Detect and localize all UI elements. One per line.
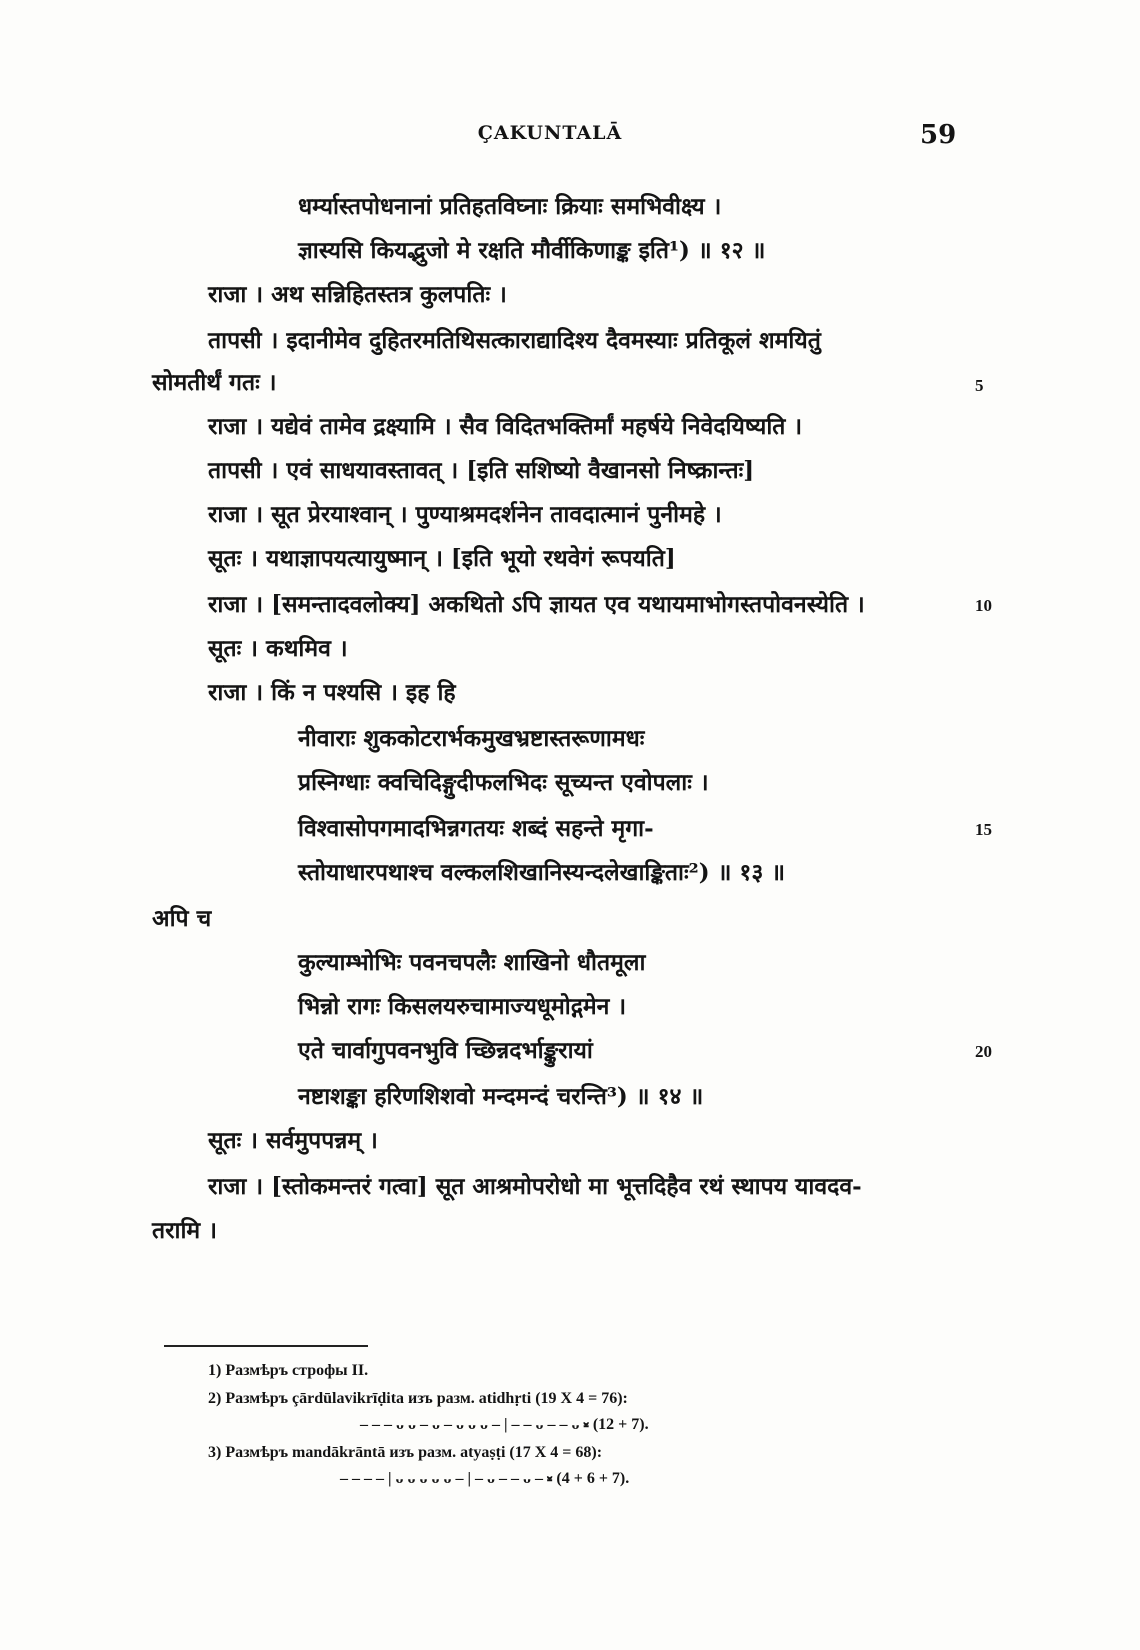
dialogue-line: राजा । किं न पश्यसि । इह हि [208, 679, 456, 706]
line-number: 5 [975, 376, 984, 395]
dialogue-line: सूतः । कथमिव । [208, 635, 348, 662]
running-title: ÇAKUNTALĀ [477, 122, 623, 144]
dialogue-line: सूतः । सर्वमुपपन्नम् । [208, 1127, 378, 1154]
verse-line: भिन्नो रागः किसलयरुचामाज्यधूमोद्गमेन । [298, 993, 627, 1020]
line-number: 15 [975, 820, 992, 839]
footnote-meter: – – – – | ᴗ ᴗ ᴗ ᴗ ᴗ – | – ᴗ – – ᴗ – ⏓ (4 + 6 + 7). [340, 1470, 630, 1487]
verse-line: स्तोयाधारपथाश्च वल्कलशिखानिस्यन्दलेखाङ्किताः²) ॥ १३ ॥ [298, 859, 786, 886]
dialogue-line: राजा । [समन्तादवलोक्य] अकथितो ऽपि ज्ञायत एव यथायमाभोगस्तपोवनस्येति । [208, 591, 865, 618]
footnote-meter: – – – ᴗ ᴗ – ᴗ – ᴗ ᴗ ᴗ – | – – ᴗ – – ᴗ ⏓ (12 + 7). [360, 1416, 649, 1433]
dialogue-line: तापसी । एवं साधयावस्तावत् । [इति सशिष्यो वैखानसो निष्क्रान्तः] [208, 457, 755, 484]
dialogue-line: राजा । यद्येवं तामेव द्रक्ष्यामि । सैव विदितभक्तिर्मां महर्षये निवेदयिष्यति । [208, 413, 803, 440]
footnote: 1) Размѣръ строфы II. [208, 1362, 369, 1379]
dialogue-line: राजा । अथ सन्निहितस्तत्र कुलपतिः । [208, 281, 507, 308]
footnote: 3) Размѣръ mandākrāntā изъ разм. atyaṣṭi (17 X 4 = 68): [208, 1444, 603, 1461]
dialogue-line: राजा । सूत प्रेरयाश्वान् । पुण्याश्रमदर्शनेन तावदात्मानं पुनीमहे । [208, 501, 722, 528]
verse-line: नीवाराः शुककोटरार्भकमुखभ्रष्टास्तरूणामधः [298, 725, 645, 752]
verse-line: प्रस्निग्धाः क्वचिदिङ्गुदीफलभिदः सूच्यन्त एवोपलाः । [298, 769, 709, 796]
verse-line: विश्वासोपगमादभिन्नगतयः शब्दं सहन्ते मृगा- [298, 815, 654, 842]
footnote-rule [164, 1345, 368, 1347]
verse-line: नष्टाशङ्का हरिणशिशवो मन्दमन्दं चरन्ति³) ॥ १४ ॥ [298, 1083, 704, 1110]
verse-line: कुल्याम्भोभिः पवनचपलैः शाखिनो धौतमूला [298, 949, 646, 976]
page-number: 59 [920, 120, 957, 150]
line-number: 20 [975, 1042, 992, 1061]
verse-line: धर्म्यास्तपोधनानां प्रतिहतविघ्नाः क्रियाः समभिवीक्ष्य । [298, 193, 722, 220]
verse-line: एते चार्वागुपवनभुवि च्छिन्नदर्भाङ्कुरायां [298, 1037, 593, 1064]
line-number: 10 [975, 596, 992, 615]
dialogue-continuation: तरामि । [152, 1217, 217, 1244]
footnote: 2) Размѣръ çārdūlavikrīḍita изъ разм. atidhṛti (19 X 4 = 76): [208, 1390, 628, 1407]
dialogue-line: सूतः । यथाज्ञापयत्यायुष्मान् । [इति भूयो रथवेगं रूपयति] [208, 545, 676, 572]
dialogue-line: राजा । [स्तोकमन्तरं गत्वा] सूत आश्रमोपरोधो मा भूत्तदिहैव रथं स्थापय यावदव- [208, 1173, 862, 1200]
transition-line: अपि च [152, 905, 212, 932]
dialogue-continuation: सोमतीर्थं गतः । [152, 369, 277, 396]
verse-line: ज्ञास्यसि कियद्भुजो मे रक्षति मौर्वीकिणाङ्क इति¹) ॥ १२ ॥ [298, 237, 766, 264]
dialogue-line: तापसी । इदानीमेव दुहितरमतिथिसत्काराद्यादिश्य दैवमस्याः प्रतिकूलं शमयितुं [208, 327, 821, 354]
